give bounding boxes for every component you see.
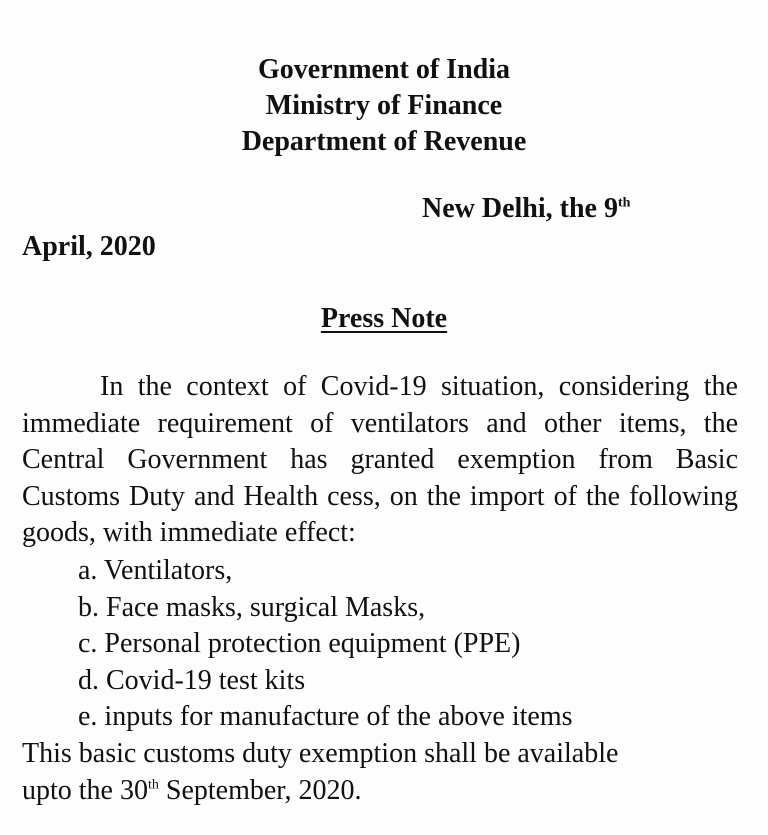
document-title <box>0 303 768 335</box>
document-title-text: Press Note <box>320 303 448 334</box>
header-ministry: Ministry of Finance <box>265 90 503 121</box>
list-item: a. Ventilators, <box>78 555 233 586</box>
dateline-place <box>422 193 630 225</box>
closing-paragraph <box>22 736 742 809</box>
list-item: d. Covid-19 test kits <box>78 664 306 696</box>
closing-line-1: This basic customs duty exemption shall be available <box>22 738 619 769</box>
dateline-place-text: New Delhi, the 9 <box>422 193 618 224</box>
closing-line-2-start: upto the 30 <box>22 774 148 806</box>
body-paragraph: In the context of Covid-19 situation, considering the immediate requirement of ventilators and other items, the Central Government has granted exemption from Basic Customs Duty and Health cess, on the import of the following goods, with immediate effect: <box>22 371 738 548</box>
header-government: Government of India <box>258 54 510 85</box>
list-item: c. Personal protection equipment (PPE) <box>78 628 521 659</box>
closing-line-2 <box>22 773 742 810</box>
list-item: b. Face masks, surgical Masks, <box>78 591 426 623</box>
header-department: Department of Revenue <box>241 126 527 157</box>
exempted-goods-list <box>78 553 573 736</box>
closing-ordinal: th <box>148 777 159 793</box>
dateline-ordinal: th <box>617 195 631 211</box>
letterhead <box>0 52 768 160</box>
list-item: e. inputs for manufacture of the above items <box>78 701 573 732</box>
closing-line-2-end: September, 2020. <box>158 774 362 806</box>
dateline-month-year: April, 2020 <box>22 231 156 262</box>
